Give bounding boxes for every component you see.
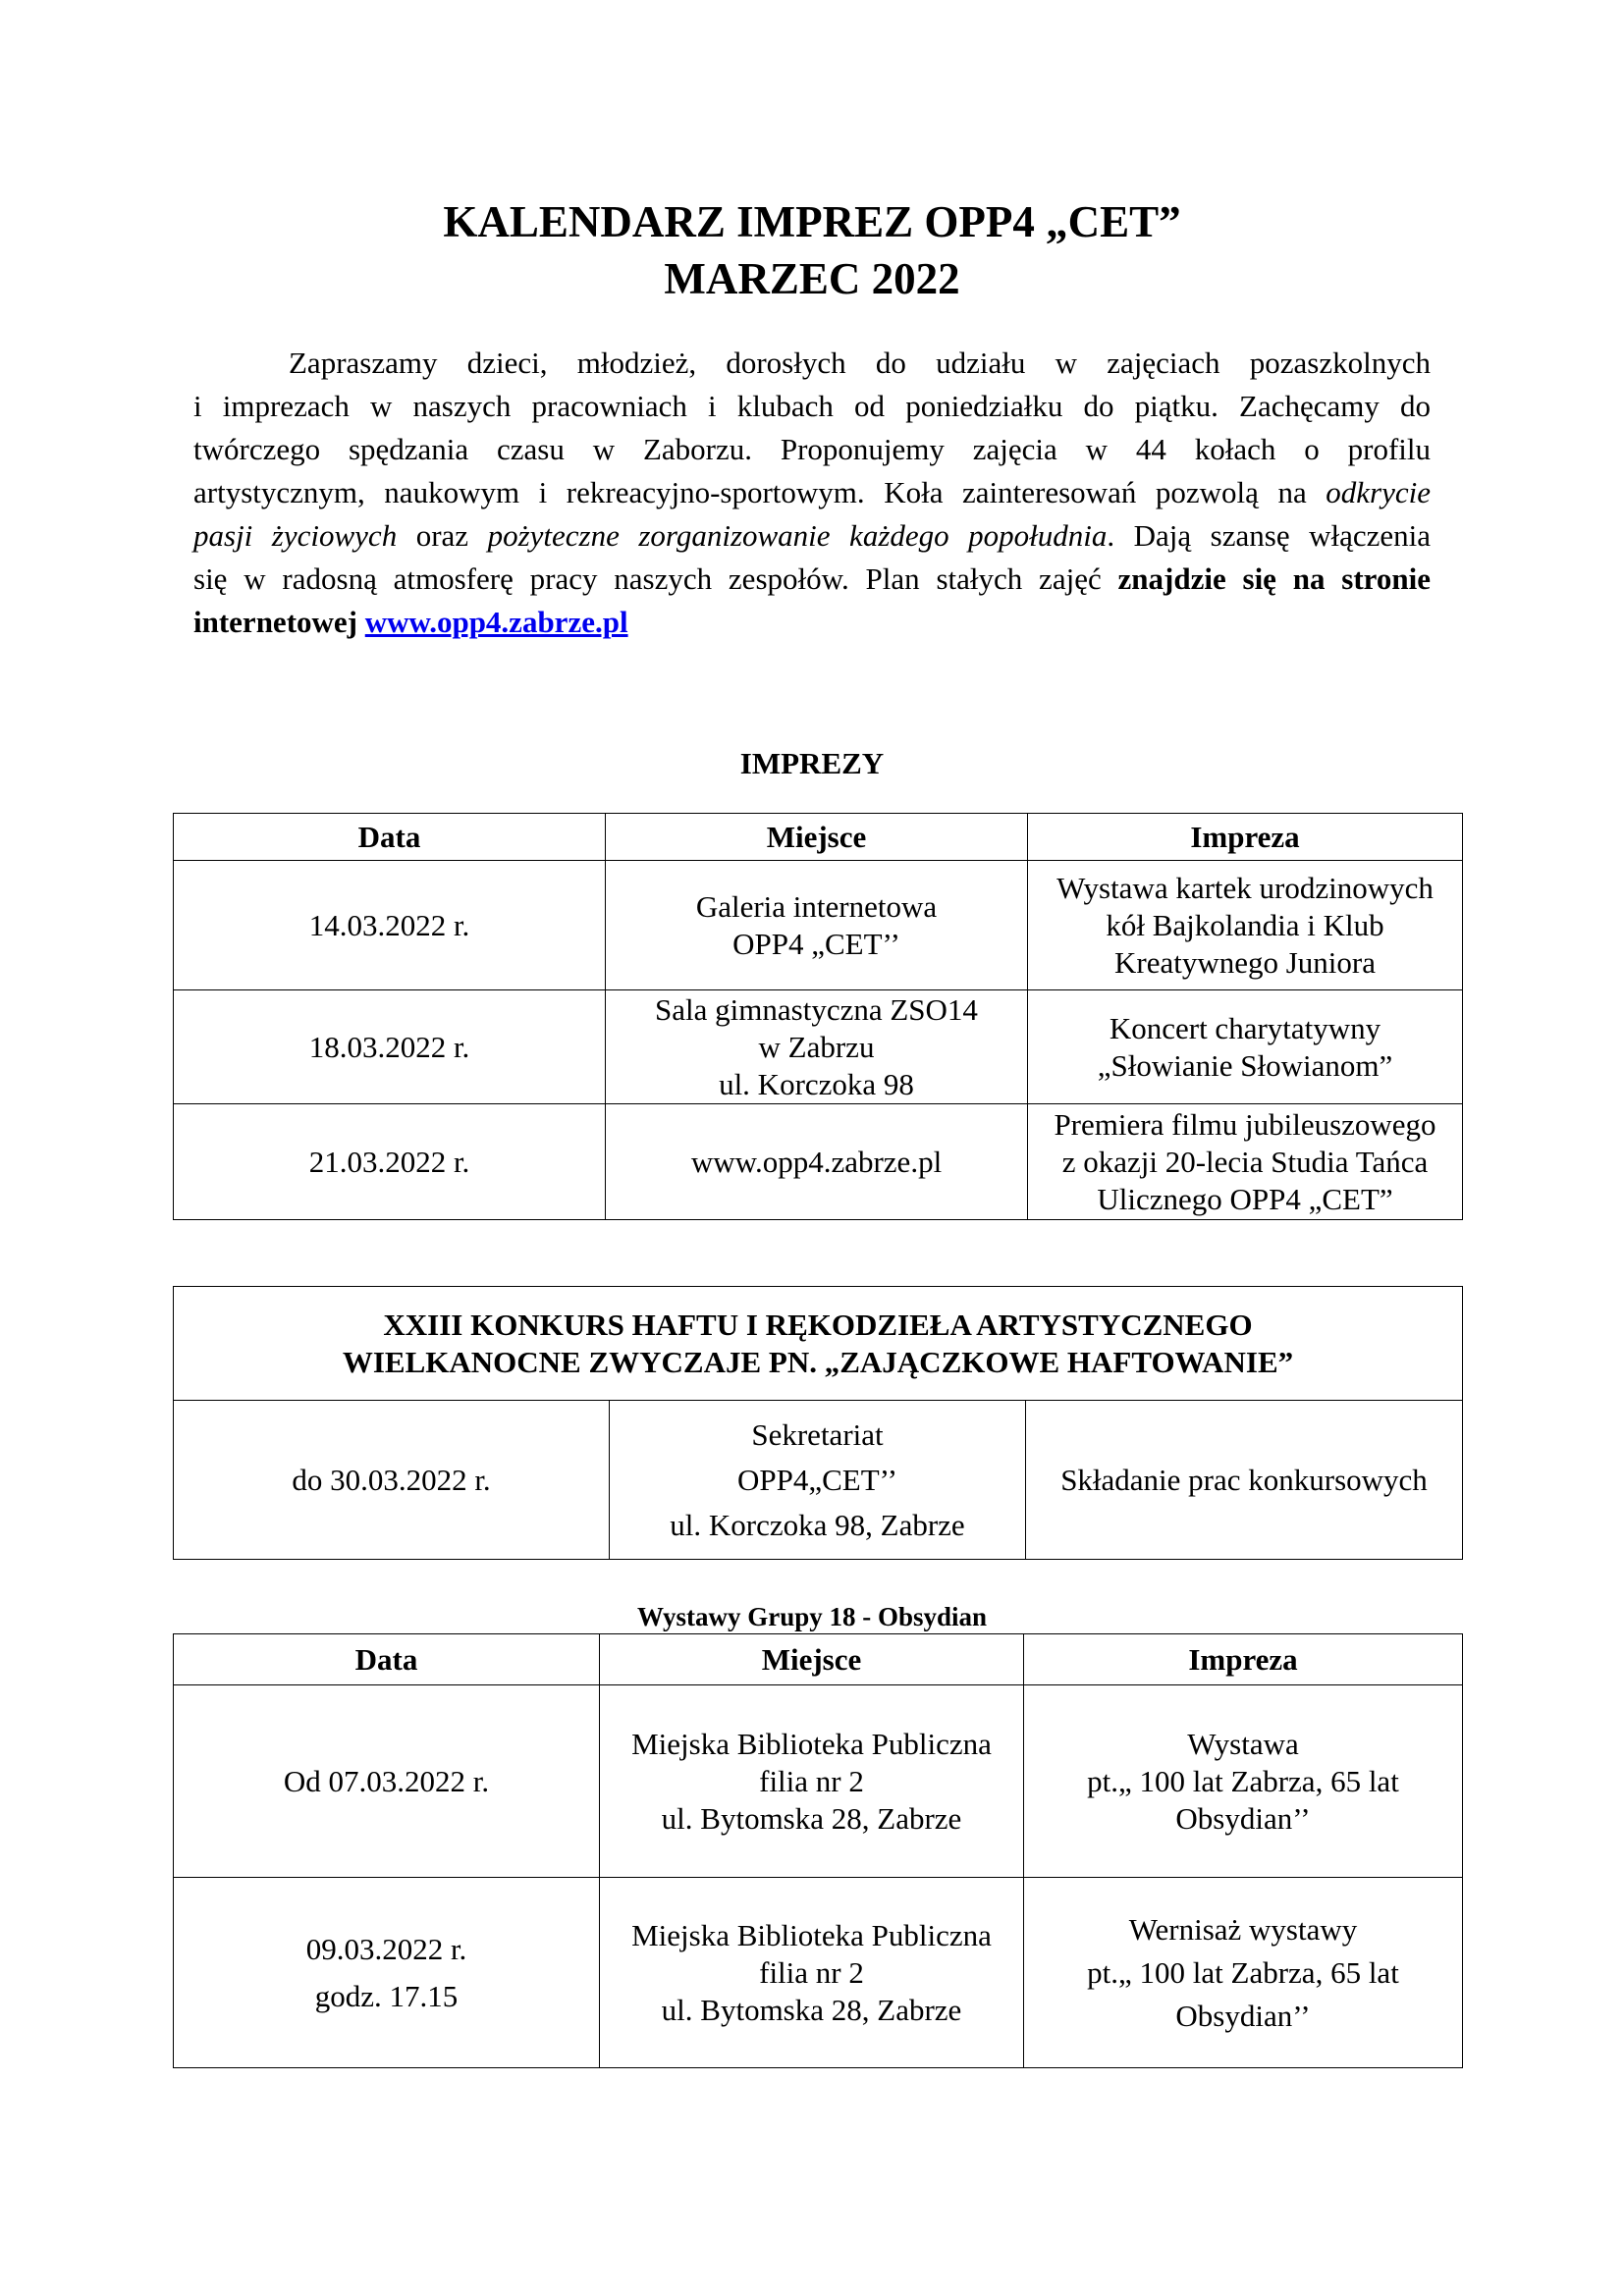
cell-data: 21.03.2022 r.	[174, 1104, 606, 1220]
obsydian-table	[173, 1633, 1463, 2068]
table-row	[174, 861, 1463, 990]
table-row	[174, 1104, 1463, 1220]
table-row	[174, 1401, 1463, 1560]
cell-miejsce: www.opp4.zabrze.pl	[606, 1104, 1028, 1220]
cell-impreza: Wystawa pt.„ 100 lat Zabrza, 65 lat Obsydian’’	[1024, 1685, 1463, 1878]
imprezy-section-title: IMPREZY	[739, 746, 885, 780]
cell-impreza: Premiera filmu jubileuszowego z okazji 20-lecia Studia Tańca Ulicznego OPP4 „CET”	[1028, 1104, 1463, 1220]
page-title: KALENDARZ IMPREZ OPP4 „CET”	[443, 197, 1181, 246]
header-data: Data	[174, 814, 606, 861]
intro-line-2: i imprezach w naszych pracowniach i klubach od poniedziałku do piątku. Zachęcamy do	[193, 389, 1431, 423]
table-row	[174, 990, 1463, 1104]
page-subtitle-month: MARZEC 2022	[664, 254, 960, 303]
intro-line-6: się w radosną atmosferę pracy naszych zespołów. Plan stałych zajęć znajdzie się na stronie	[193, 561, 1431, 596]
table-header-row	[174, 814, 1463, 861]
intro-line-3: twórczego spędzania czasu w Zaborzu. Proponujemy zajęcia w 44 kołach o profilu	[193, 432, 1431, 466]
cell-data: Od 07.03.2022 r.	[174, 1685, 600, 1878]
table-header-row	[174, 1634, 1463, 1685]
header-impreza: Impreza	[1024, 1634, 1463, 1685]
konkurs-header-row	[174, 1287, 1463, 1401]
cell-data: do 30.03.2022 r.	[174, 1401, 610, 1560]
intro-line-1: Zapraszamy dzieci, młodzież, dorosłych do udziału w zajęciach pozaszkolnych	[289, 346, 1431, 380]
cell-miejsce: Miejska Biblioteka Publiczna filia nr 2 ul. Bytomska 28, Zabrze	[600, 1685, 1024, 1878]
cell-impreza: Wernisaż wystawy pt.„ 100 lat Zabrza, 65 lat Obsydian’’	[1024, 1878, 1463, 2068]
cell-impreza: Koncert charytatywny „Słowianie Słowianom”	[1028, 990, 1463, 1104]
intro-line-4: artystycznym, naukowym i rekreacyjno-sportowym. Koła zainteresowań pozwolą na odkrycie	[193, 475, 1431, 509]
imprezy-table	[173, 813, 1463, 1220]
header-data: Data	[174, 1634, 600, 1685]
cell-impreza: Składanie prac konkursowych	[1026, 1401, 1463, 1560]
cell-miejsce: Galeria internetowa OPP4 „CET’’	[606, 861, 1028, 990]
cell-data: 14.03.2022 r.	[174, 861, 606, 990]
website-link[interactable]: www.opp4.zabrze.pl	[364, 605, 628, 639]
header-miejsce: Miejsce	[600, 1634, 1024, 1685]
cell-miejsce: Sekretariat OPP4„CET’’ ul. Korczoka 98, Zabrze	[610, 1401, 1026, 1560]
header-impreza: Impreza	[1028, 814, 1463, 861]
cell-miejsce: Miejska Biblioteka Publiczna filia nr 2 ul. Bytomska 28, Zabrze	[600, 1878, 1024, 2068]
cell-miejsce: Sala gimnastyczna ZSO14 w Zabrzu ul. Korczoka 98	[606, 990, 1028, 1104]
table-row	[174, 1878, 1463, 2068]
intro-paragraph	[193, 342, 1431, 644]
cell-data: 09.03.2022 r. godz. 17.15	[174, 1878, 600, 2068]
table-row	[174, 1685, 1463, 1878]
header-miejsce: Miejsce	[606, 814, 1028, 861]
intro-line-5: pasji życiowych oraz pożyteczne zorganizowanie każdego popołudnia. Dają szansę włączenia	[193, 518, 1432, 553]
cell-impreza: Wystawa kartek urodzinowych kół Bajkolandia i Klub Kreatywnego Juniora	[1028, 861, 1463, 990]
konkurs-title: XXIII KONKURS HAFTU I RĘKODZIEŁA ARTYSTYCZNEGO WIELKANOCNE ZWYCZAJE PN. „ZAJĄCZKOWE HAFTOWANIE”	[174, 1287, 1463, 1401]
obsydian-section-title: Wystawy Grupy 18 - Obsydian	[636, 1602, 988, 1631]
intro-line-7: internetowej www.opp4.zabrze.pl	[193, 605, 628, 639]
cell-data: 18.03.2022 r.	[174, 990, 606, 1104]
konkurs-table	[173, 1286, 1463, 1560]
